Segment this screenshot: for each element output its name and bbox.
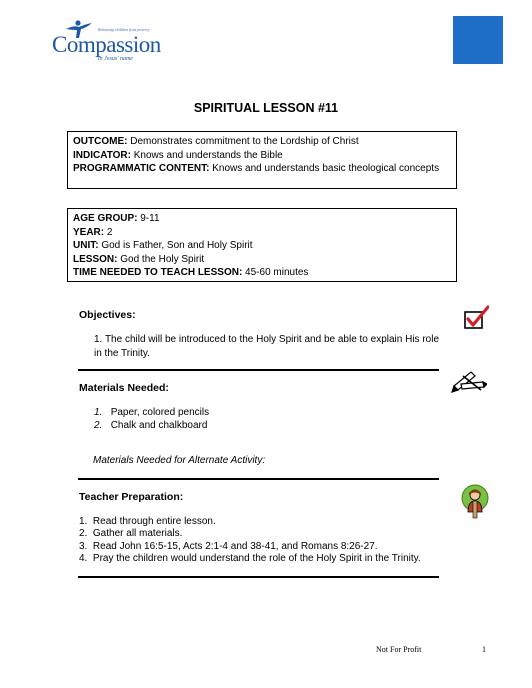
pencils-icon: [451, 368, 487, 394]
material-text-2: Chalk and chalkboard: [110, 420, 208, 431]
outcome-box: [67, 131, 457, 189]
page-number: 1: [482, 645, 486, 654]
outcome-label: OUTCOME:: [73, 136, 128, 147]
section-divider: [78, 369, 439, 371]
logo-wordmark: Compassion: [52, 32, 161, 57]
materials-heading: Materials Needed:: [79, 382, 169, 394]
lesson-line: [73, 253, 451, 267]
logo-tagline: Releasing children from poverty: [98, 27, 150, 32]
material-item-1: [94, 407, 209, 419]
section-divider: [78, 576, 439, 578]
year-line: [73, 226, 451, 240]
year-label: YEAR:: [73, 226, 105, 238]
age-group-value: 9-11: [137, 213, 160, 224]
alternate-materials-label: Materials Needed for Alternate Activity:: [93, 455, 266, 466]
prep-num-4: 4.: [79, 553, 88, 564]
indicator-label: INDICATOR:: [73, 149, 131, 161]
outcome-line: [73, 135, 451, 149]
teacher-icon: [460, 484, 490, 520]
prep-num-3: 3.: [79, 541, 88, 552]
programmatic-value: Knows and understands basic theological concepts: [209, 163, 440, 174]
material-num-1: 1.: [94, 407, 103, 418]
prep-item-2: [79, 528, 182, 540]
prep-num-1: 1.: [79, 516, 88, 527]
unit-line: [73, 239, 451, 253]
programmatic-label: PROGRAMMATIC CONTENT:: [73, 163, 210, 174]
indicator-value: Knows and understands the Bible: [130, 149, 283, 161]
age-group-label: AGE GROUP:: [73, 213, 138, 224]
unit-label: UNIT:: [73, 240, 99, 251]
lesson-value: God the Holy Spirit: [117, 253, 205, 265]
unit-value: God is Father, Son and Holy Spirit: [98, 240, 253, 251]
prep-text-3: Read John 16:5-15, Acts 2:1-4 and 38-41, and Romans 8:26-27.: [92, 541, 378, 552]
prep-text-1: Read through entire lesson.: [92, 516, 216, 527]
lesson-details-box: [67, 208, 457, 282]
objective-item-1: 1. The child will be introduced to the Holy Spirit and be able to explain His role in the Trinity.: [94, 334, 440, 359]
prep-text-4: Pray the children would understand the role of the Holy Spirit in the Trinity.: [92, 553, 421, 564]
material-item-2: [94, 420, 207, 432]
outcome-value: Demonstrates commitment to the Lordship of Christ: [127, 136, 359, 147]
compassion-logo: [52, 20, 164, 66]
objectives-heading: Objectives:: [79, 309, 136, 321]
material-text-1: Paper, colored pencils: [110, 407, 210, 418]
time-label: TIME NEEDED TO TEACH LESSON:: [73, 267, 243, 278]
age-group-line: [73, 212, 451, 226]
prep-item-4: [79, 553, 421, 565]
logo-subtitle: in Jesus' name: [98, 56, 133, 62]
time-value: 45-60 minutes: [242, 267, 309, 278]
year-value: 2: [104, 226, 113, 238]
lesson-label: LESSON:: [73, 253, 118, 265]
footer-not-for-profit: Not For Profit: [376, 645, 422, 654]
programmatic-line: [73, 162, 451, 176]
prep-item-3: [79, 541, 378, 553]
prep-num-2: 2.: [79, 528, 88, 539]
indicator-line: [73, 149, 451, 163]
page-title: SPIRITUAL LESSON #11: [193, 101, 339, 115]
preparation-heading: Teacher Preparation:: [79, 491, 184, 503]
material-num-2: 2.: [94, 420, 103, 431]
checkbox-check-icon: [463, 305, 489, 331]
time-line: [73, 266, 451, 280]
prep-text-2: Gather all materials.: [92, 528, 183, 539]
decorative-blue-square: [453, 16, 503, 64]
prep-item-1: [79, 516, 216, 528]
section-divider: [78, 478, 439, 480]
